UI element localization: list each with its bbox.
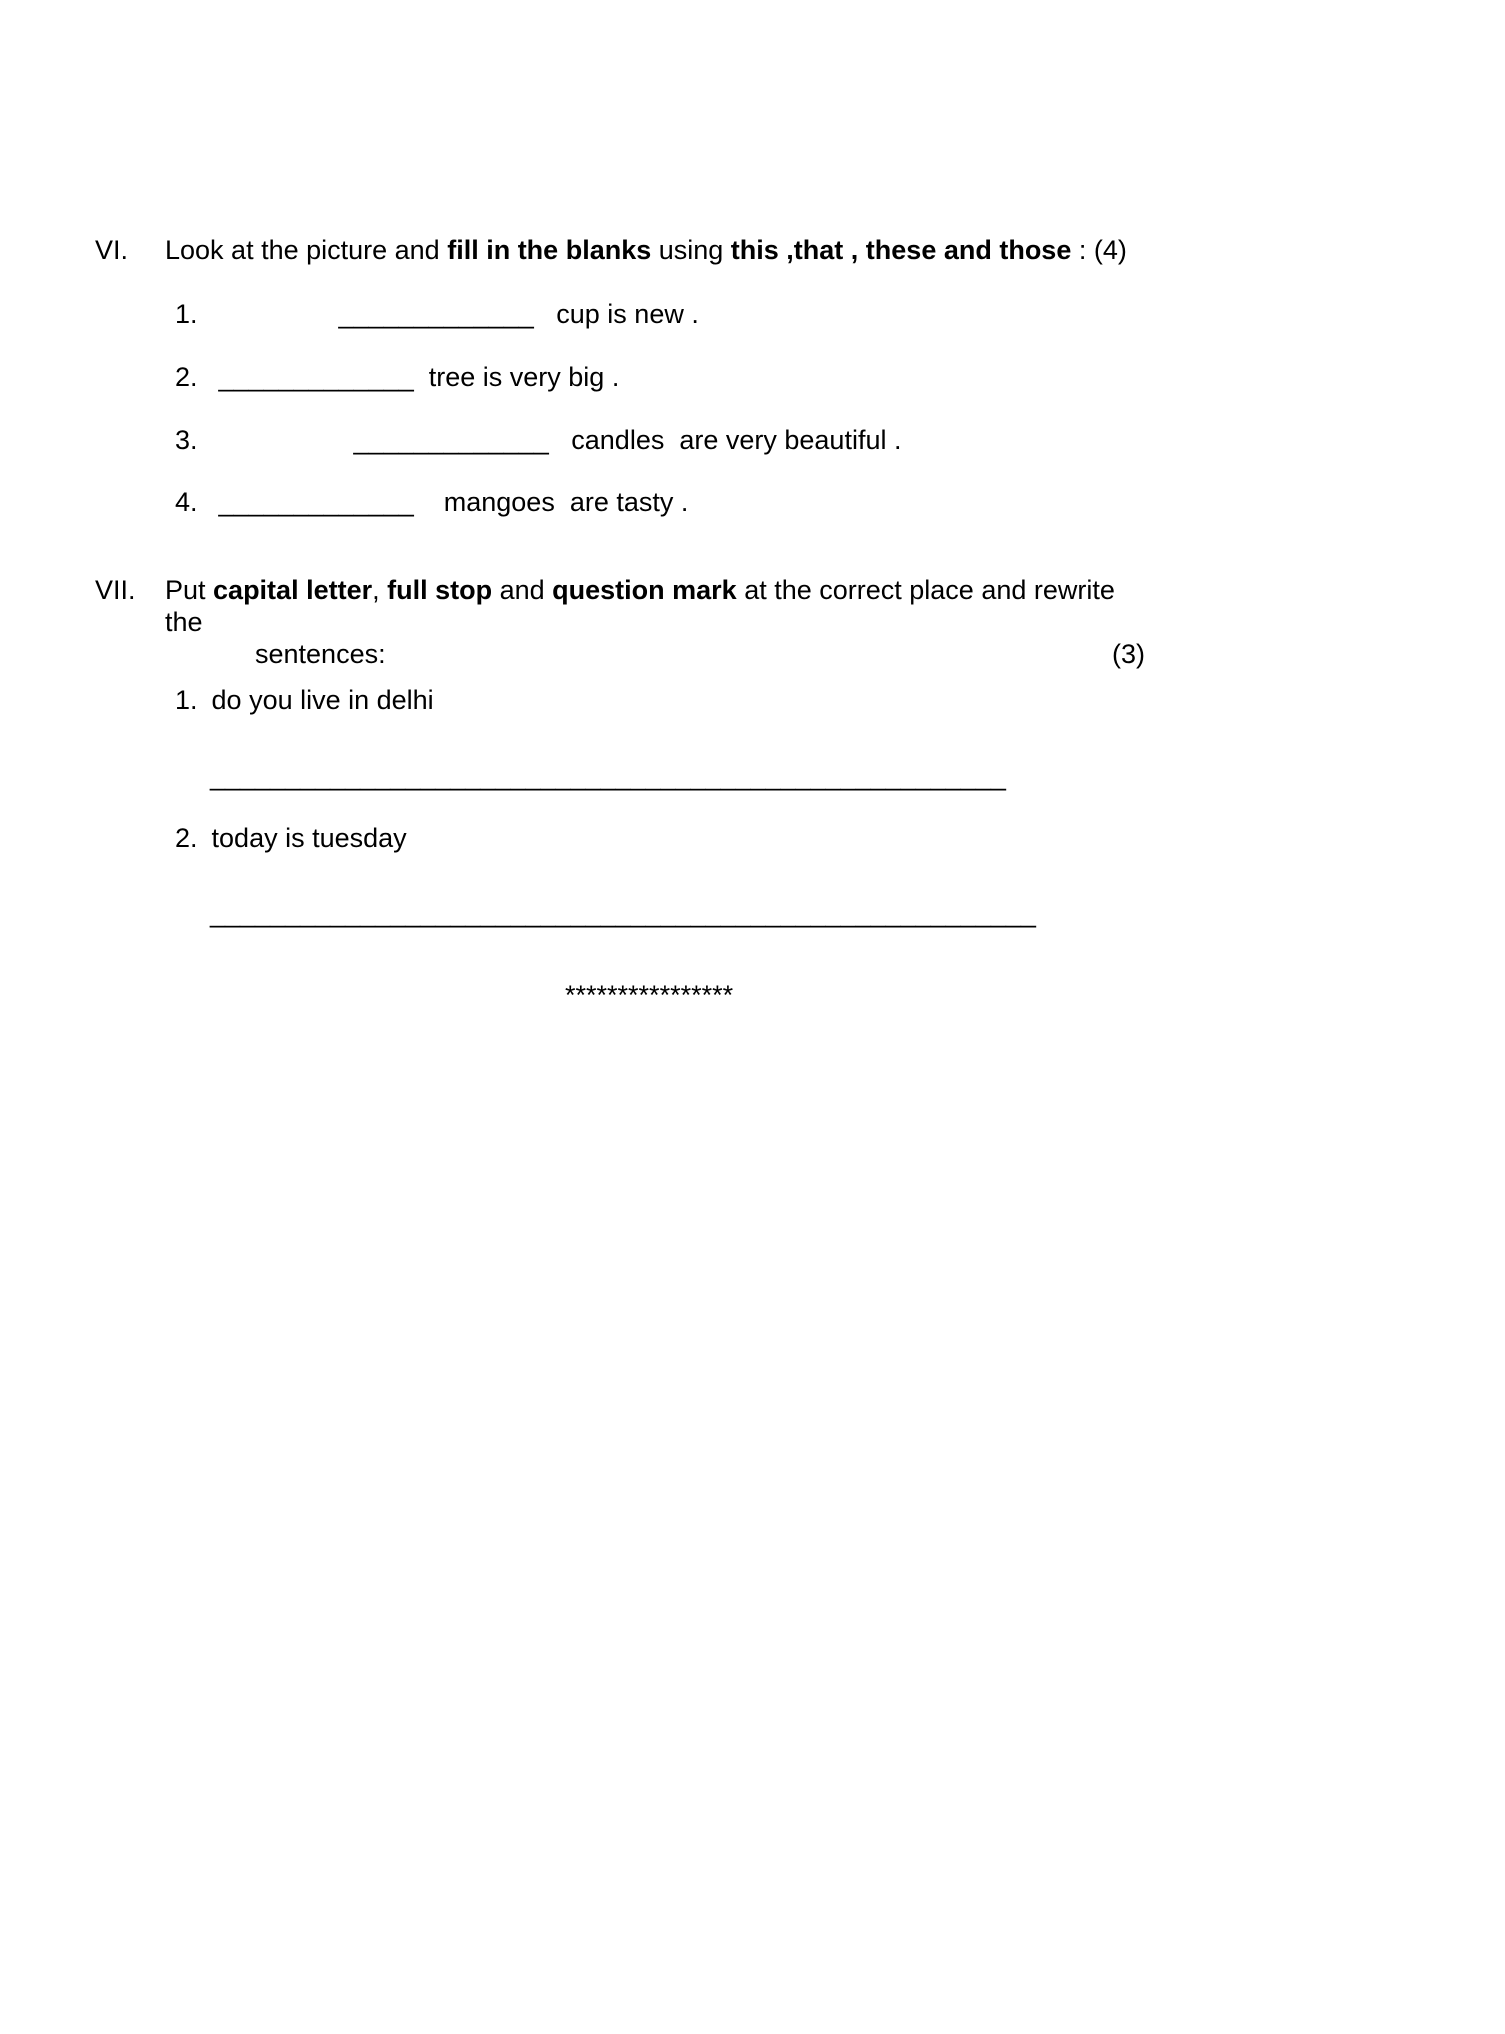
item-text: today is tuesday [211, 822, 407, 853]
section-vii-heading-line1: Put capital letter, full stop and question mark at the correct place and rewrite the [165, 575, 1115, 638]
marks-badge: (3) [1112, 639, 1145, 670]
section-vii-heading [165, 575, 1145, 671]
section-vii-numeral: VII. [95, 575, 136, 606]
fill-blank-item-4 [175, 487, 1445, 519]
answer-line-1: _____________________________________________________ [210, 760, 1006, 791]
item-text: do you live in delhi [211, 684, 434, 715]
fill-blank-item-1 [175, 299, 1445, 331]
section-vi [95, 235, 1445, 519]
item-number: 1. [175, 684, 198, 715]
section-vi-heading: Look at the picture and fill in the blanks using this ,that , these and those : (4) [165, 235, 1127, 265]
section-vii-heading-continuation: sentences: [255, 639, 386, 670]
fill-blank-item-2 [175, 362, 1445, 394]
separator-stars: **************** [565, 980, 734, 1011]
rewrite-item-2 [175, 823, 1445, 855]
item-number: 4. [175, 487, 198, 518]
section-vii-heading-row [95, 575, 1445, 671]
item-text: _____________ cup is new . [203, 298, 699, 329]
rewrite-items [175, 685, 1445, 930]
section-vi-numeral: VI. [95, 235, 129, 265]
item-number: 2. [175, 361, 198, 392]
fill-blank-item-3 [175, 425, 1445, 457]
section-vii-heading-line2 [165, 639, 1145, 671]
item-number: 2. [175, 822, 198, 853]
rewrite-item-1 [175, 685, 1445, 717]
item-text: _____________ candles are very beautiful . [203, 424, 902, 455]
item-text: _____________ mangoes are tasty . [203, 487, 689, 518]
item-text: _____________ tree is very big . [203, 361, 620, 392]
section-vi-heading-row [95, 235, 1445, 267]
answer-line-2: _______________________________________________________ [210, 898, 1036, 929]
section-vii [95, 575, 1445, 930]
item-number: 3. [175, 424, 198, 455]
item-number: 1. [175, 298, 198, 329]
fill-blank-items [175, 299, 1445, 519]
